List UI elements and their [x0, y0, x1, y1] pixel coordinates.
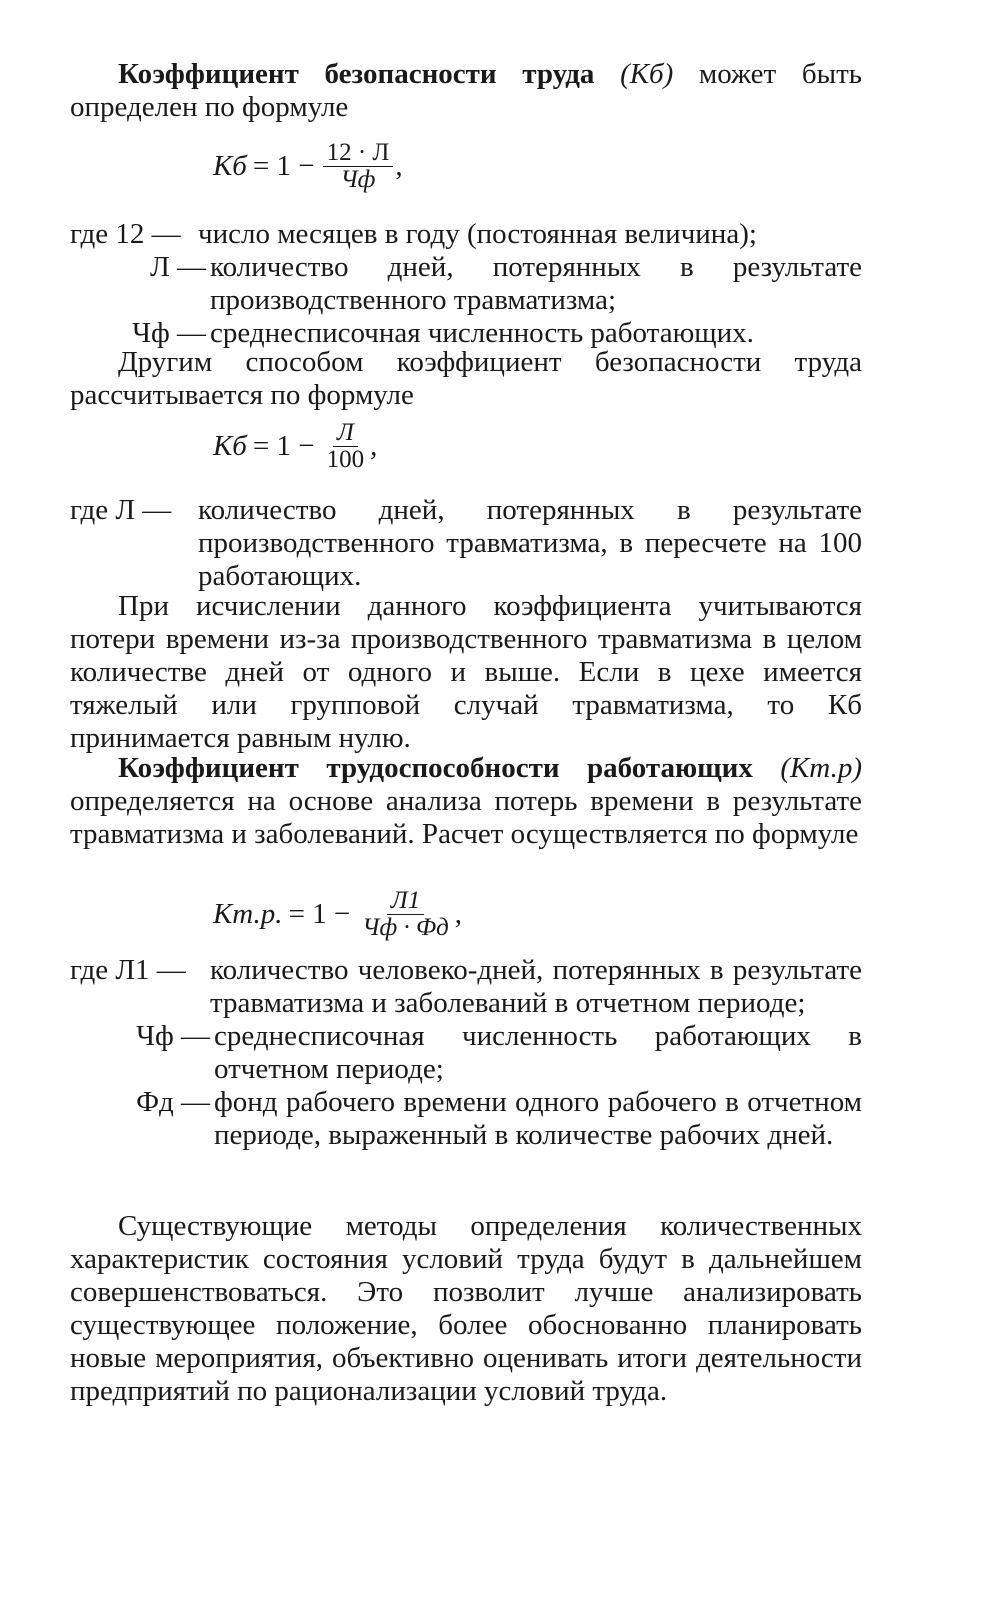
- definition-text: количество дней, потерянных в результате производственного травматизма, в пересчете на 100 работающих.: [198, 494, 862, 592]
- formula3-lhs: Кт.р.: [213, 898, 283, 930]
- alt-method-paragraph: Другим способом коэффициент безопасности труда рассчитывается по формуле: [70, 346, 862, 411]
- formula1-fraction: [323, 140, 394, 193]
- formula1-lhs: Кб: [213, 150, 247, 182]
- formula2-lhs: Кб: [213, 430, 247, 462]
- definition-term: Л —: [150, 251, 206, 283]
- definition-text: среднесписочная численность работающих.: [210, 317, 754, 349]
- definition-text: количество человеко-дней, потерянных в результате травматизма и заболеваний в отчетном периоде;: [210, 954, 862, 1019]
- formula3-eq: = 1 −: [288, 898, 351, 930]
- formula2-tail: ,: [370, 430, 378, 462]
- definition-row: [70, 494, 862, 593]
- formula2-eq: = 1 −: [252, 430, 315, 462]
- definition-text: число месяцев в году (постоянная величина);: [198, 218, 757, 250]
- definition-term: Чф —: [132, 317, 206, 349]
- definition-row: [70, 218, 862, 251]
- definition-text: количество дней, потерянных в результате производственного травматизма;: [210, 251, 862, 316]
- intro-rest: может быть определен по формуле: [70, 58, 862, 123]
- definition-term: Фд —: [136, 1086, 210, 1118]
- definition-text: фонд рабочего времени одного рабочего в отчетном периоде, выраженный в количестве рабочих дней.: [214, 1086, 862, 1151]
- definitions-2: [70, 494, 862, 593]
- work-capacity-paragraph: [70, 752, 862, 851]
- formula1-denominator: Чф: [340, 166, 376, 193]
- formula3-tail: ,: [454, 898, 463, 930]
- formula3-fraction: [358, 888, 452, 941]
- definition-term: где 12 —: [70, 218, 181, 250]
- formula-safety-1: [213, 140, 403, 193]
- definition-text: среднесписочная численность работающих в отчетном периоде;: [214, 1020, 862, 1085]
- work-capacity-rest: определяется на основе анализа потерь времени в результате травматизма и заболеваний. Расчет осуществляется по формуле: [70, 785, 862, 850]
- calculation-note-paragraph: При исчислении данного коэффициента учитываются потери времени из-за производственного травматизма в целом количестве дней от одного и выше. Если в цехе имеется тяжелый или групповой случай травматизма, то Кб принимается равным нулю.: [70, 590, 862, 754]
- formula-safety-2: [213, 420, 377, 473]
- definition-row: [70, 954, 862, 1020]
- formula3-numerator: Л1: [387, 888, 424, 915]
- definition-row: [70, 1086, 862, 1152]
- formula1-numerator: 12 · Л: [323, 140, 394, 167]
- definition-term: где Л —: [70, 494, 172, 526]
- intro-lead: Коэффициент безопасности труда: [118, 58, 595, 90]
- intro-symbol: (Кб): [620, 58, 674, 90]
- intro-paragraph: [70, 58, 862, 124]
- definition-term: Чф —: [136, 1020, 210, 1052]
- definition-term: где Л1 —: [70, 954, 186, 986]
- work-capacity-lead: Коэффициент трудоспособности работающих: [118, 752, 753, 784]
- definition-row: [70, 251, 862, 317]
- definitions-3: [70, 954, 862, 1152]
- formula2-numerator: Л: [333, 420, 358, 447]
- formula2-fraction: [323, 420, 369, 473]
- formula2-denominator: 100: [326, 446, 365, 473]
- formula3-denominator: Чф · Фд: [362, 914, 449, 941]
- definition-row: [70, 1020, 862, 1086]
- formula1-eq: = 1 −: [252, 150, 315, 182]
- work-capacity-symbol: (Кт.р): [780, 752, 862, 784]
- conclusion-paragraph: Существующие методы определения количественных характеристик состояния условий труда будут в дальнейшем совершенствоваться. Это позволит лучше анализировать существующее положение, более обоснованно планировать новые мероприятия, объективно оценивать итоги деятельности предприятий по рационализации условий труда.: [70, 1210, 862, 1407]
- definitions-1: [70, 218, 862, 350]
- formula-work-capacity: [213, 888, 462, 941]
- formula1-tail: ,: [395, 150, 403, 182]
